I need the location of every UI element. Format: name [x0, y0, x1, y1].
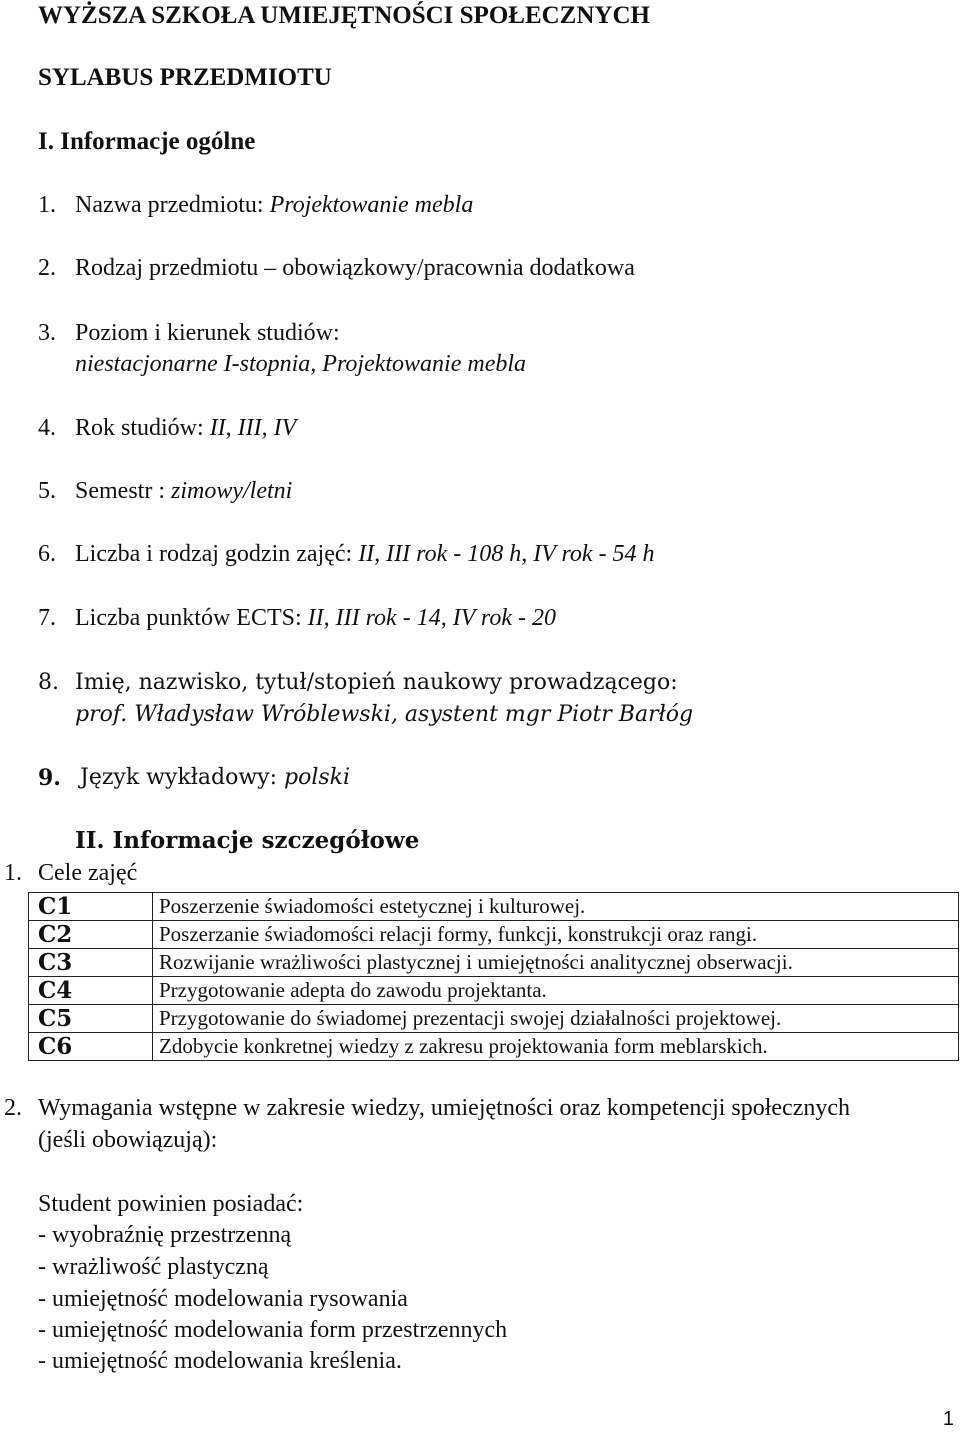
list-item: - wrażliwość plastyczną	[38, 1254, 269, 1280]
item-value: II, III rok - 108 h, IV rok - 54 h	[358, 541, 655, 567]
goals-table	[28, 892, 959, 1061]
item-value: Projektowanie mebla	[269, 192, 474, 218]
item-number: 8.	[38, 670, 59, 695]
table-row	[29, 921, 959, 949]
section-general-heading: I. Informacje ogólne	[38, 128, 256, 155]
list-item: - umiejętność modelowania rysowania	[38, 1286, 408, 1312]
goal-code: C4	[29, 977, 153, 1005]
item-label: Imię, nazwisko, tytuł/stopień naukowy prowadzącego:	[75, 670, 678, 695]
goal-text: Poszerzanie świadomości relacji formy, funkcji, konstrukcji oraz rangi.	[153, 921, 959, 949]
table-row	[29, 1005, 959, 1033]
table-row	[29, 977, 959, 1005]
requirements-number: 2.	[4, 1095, 22, 1121]
document-title: SYLABUS PRZEDMIOTU	[38, 64, 332, 91]
item-value: niestacjonarne I-stopnia, Projektowanie mebla	[75, 351, 527, 377]
goal-text: Przygotowanie do świadomej prezentacji swojej działalności projektowej.	[153, 1005, 959, 1033]
requirements-intro: Student powinien posiadać:	[38, 1191, 304, 1217]
goals-number: 1.	[4, 860, 22, 886]
goals-label: Cele zajęć	[38, 860, 138, 886]
goal-text: Przygotowanie adepta do zawodu projektanta.	[153, 977, 959, 1005]
goal-text: Zdobycie konkretnej wiedzy z zakresu projektowania form meblarskich.	[153, 1033, 959, 1061]
item-number: 4.	[38, 415, 56, 441]
item-value: zimowy/letni	[171, 478, 293, 504]
goal-code: C2	[29, 921, 153, 949]
table-row	[29, 893, 959, 921]
school-name: WYŻSZA SZKOŁA UMIEJĘTNOŚCI SPOŁECZNYCH	[38, 2, 650, 29]
item-label: Nazwa przedmiotu:	[75, 192, 270, 218]
table-row	[29, 949, 959, 977]
item-number: 3.	[38, 320, 56, 346]
goal-code: C5	[29, 1005, 153, 1033]
item-number: 6.	[38, 541, 56, 567]
item-label: Rok studiów:	[75, 415, 210, 441]
section-detailed-heading: II. Informacje szczegółowe	[75, 827, 420, 854]
list-item: - umiejętność modelowania form przestrzennych	[38, 1317, 508, 1343]
item-number: 2.	[38, 255, 56, 281]
item-number: 9.	[38, 765, 61, 791]
item-label: Liczba punktów ECTS:	[75, 605, 308, 631]
item-number: 5.	[38, 478, 56, 504]
requirements-line-1: Wymagania wstępne w zakresie wiedzy, umiejętności oraz kompetencji społecznych	[38, 1095, 851, 1121]
item-label: Rodzaj przedmiotu – obowiązkowy/pracownia dodatkowa	[75, 255, 635, 281]
goal-code: C1	[29, 893, 153, 921]
item-value: II, III rok - 14, IV rok - 20	[307, 605, 557, 631]
item-label: Liczba i rodzaj godzin zajęć:	[75, 541, 359, 567]
goal-text: Poszerzenie świadomości estetycznej i kulturowej.	[153, 893, 959, 921]
item-value: II, III, IV	[209, 415, 297, 441]
list-item: - umiejętność modelowania kreślenia.	[38, 1348, 402, 1374]
goal-code: C3	[29, 949, 153, 977]
item-value: prof. Władysław Wróblewski, asystent mgr Piotr Barłóg	[75, 702, 694, 727]
item-label: Język wykładowy:	[80, 765, 285, 790]
page-number: 1	[942, 1408, 954, 1430]
goal-code: C6	[29, 1033, 153, 1061]
item-value: polski	[284, 765, 351, 790]
goal-text: Rozwijanie wrażliwości plastycznej i umiejętności analitycznej obserwacji.	[153, 949, 959, 977]
item-number: 1.	[38, 192, 56, 218]
table-row	[29, 1033, 959, 1061]
requirements-line-2: (jeśli obowiązują):	[38, 1127, 218, 1153]
item-label: Poziom i kierunek studiów:	[75, 320, 340, 346]
item-number: 7.	[38, 605, 56, 631]
item-label: Semestr :	[75, 478, 171, 504]
list-item: - wyobraźnię przestrzenną	[38, 1222, 292, 1248]
